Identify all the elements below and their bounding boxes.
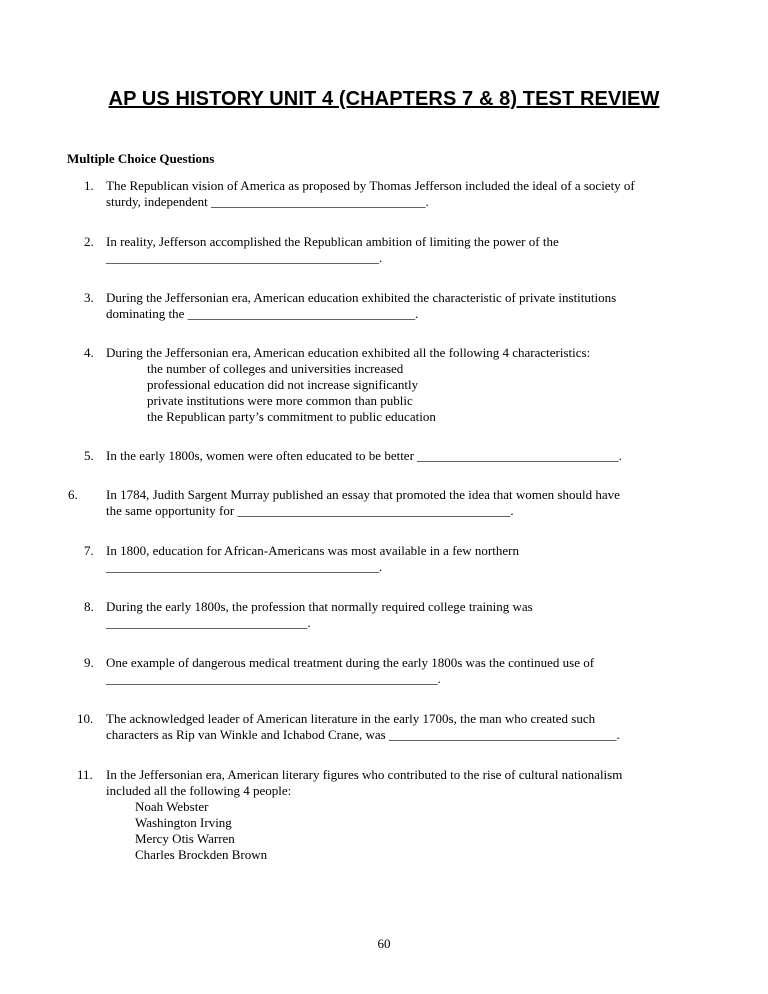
list-item: the number of colleges and universities increased bbox=[147, 361, 404, 376]
question-4 bbox=[84, 345, 696, 425]
list-item: Charles Brockden Brown bbox=[135, 847, 268, 862]
question-line: In reality, Jefferson accomplished the Republican ambition of limiting the power of the bbox=[106, 234, 559, 249]
question-line: During the Jeffersonian era, American education exhibited the characteristic of private institutions bbox=[106, 290, 617, 305]
question-number: 3. bbox=[84, 290, 94, 305]
question-line: ___________________________________________________. bbox=[106, 671, 441, 686]
question-5 bbox=[84, 448, 696, 464]
question-3 bbox=[84, 290, 696, 322]
question-number: 1. bbox=[84, 178, 94, 193]
list-item: the Republican party’s commitment to public education bbox=[147, 409, 436, 424]
list-item: Noah Webster bbox=[135, 799, 209, 814]
question-line: The Republican vision of America as proposed by Thomas Jefferson included the ideal of a society of bbox=[106, 178, 635, 193]
question-number: 6. bbox=[68, 487, 78, 502]
question-number: 2. bbox=[84, 234, 94, 249]
question-number: 7. bbox=[84, 543, 94, 558]
question-line: characters as Rip van Winkle and Ichabod Crane, was ___________________________________. bbox=[106, 727, 620, 742]
question-6 bbox=[68, 487, 696, 519]
question-1 bbox=[84, 178, 696, 210]
question-number: 11. bbox=[77, 767, 93, 782]
question-line: dominating the ___________________________________. bbox=[106, 306, 419, 321]
question-line: __________________________________________. bbox=[106, 559, 383, 574]
question-line: During the early 1800s, the profession that normally required college training was bbox=[106, 599, 533, 614]
question-number: 5. bbox=[84, 448, 94, 463]
question-2 bbox=[84, 234, 696, 266]
question-line: In the Jeffersonian era, American literary figures who contributed to the rise of cultural nationalism bbox=[106, 767, 623, 782]
list-item: professional education did not increase significantly bbox=[147, 377, 419, 392]
question-line: One example of dangerous medical treatment during the early 1800s was the continued use of bbox=[106, 655, 595, 670]
question-number: 9. bbox=[84, 655, 94, 670]
list-item: Washington Irving bbox=[135, 815, 232, 830]
question-line: The acknowledged leader of American literature in the early 1700s, the man who created such bbox=[106, 711, 596, 726]
question-line: In 1784, Judith Sargent Murray published an essay that promoted the idea that women should have bbox=[106, 487, 620, 502]
question-9 bbox=[84, 655, 696, 687]
question-number: 10. bbox=[77, 711, 94, 726]
page-title: AP US HISTORY UNIT 4 (CHAPTERS 7 & 8) TEST REVIEW bbox=[108, 88, 660, 110]
question-11 bbox=[77, 767, 696, 863]
question-number: 8. bbox=[84, 599, 94, 614]
section-heading: Multiple Choice Questions bbox=[67, 151, 215, 166]
list-item: private institutions were more common than public bbox=[147, 393, 413, 408]
question-line: the same opportunity for __________________________________________. bbox=[106, 503, 514, 518]
question-line: sturdy, independent _________________________________. bbox=[106, 194, 429, 209]
question-line: During the Jeffersonian era, American education exhibited all the following 4 characteristics: bbox=[106, 345, 591, 360]
question-number: 4. bbox=[84, 345, 94, 360]
list-item: Mercy Otis Warren bbox=[135, 831, 235, 846]
question-8 bbox=[84, 599, 696, 631]
question-7 bbox=[84, 543, 696, 575]
question-line: In the early 1800s, women were often educated to be better _______________________________. bbox=[106, 448, 622, 463]
question-line: _______________________________. bbox=[106, 615, 311, 630]
question-line: included all the following 4 people: bbox=[106, 783, 292, 798]
question-10 bbox=[77, 711, 696, 743]
question-line: In 1800, education for African-Americans was most available in a few northern bbox=[106, 543, 519, 558]
page-number: 60 bbox=[377, 936, 391, 951]
question-line: __________________________________________. bbox=[106, 250, 383, 265]
